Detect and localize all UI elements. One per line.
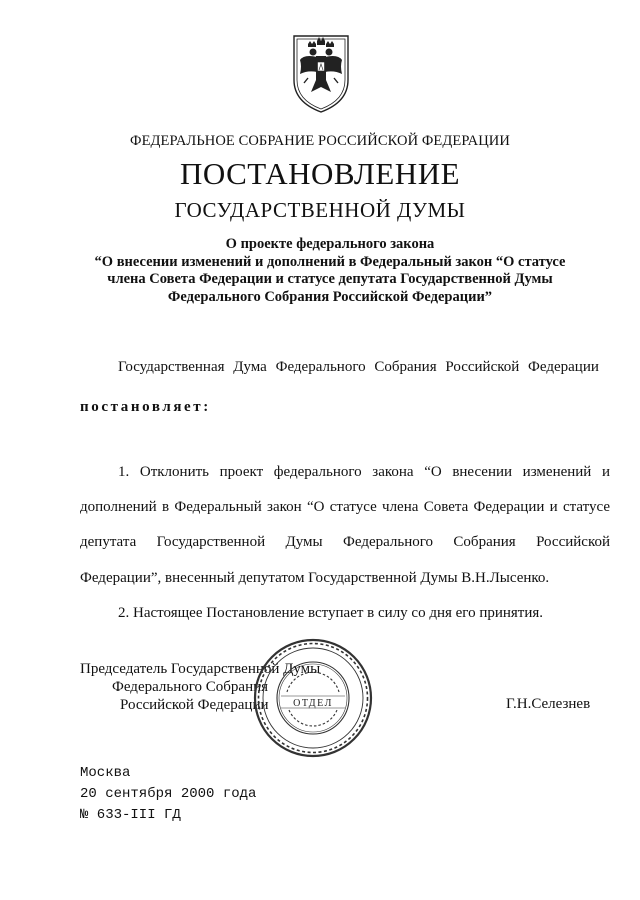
document-title: ПОСТАНОВЛЕНИЕ (179, 156, 461, 191)
signing-date: 20 сентября 2000 года (80, 786, 257, 802)
signatory-title-line: Председатель Государственной Думы (80, 661, 321, 677)
organization-name: ФЕДЕРАЛЬНОЕ СОБРАНИЕ РОССИЙСКОЙ ФЕДЕРАЦИИ (130, 133, 510, 149)
document-subject (60, 236, 600, 306)
document-number: № 633-III ГД (80, 807, 181, 823)
item2-paragraph: 2. Настоящее Постановление вступает в силу со дня его принятия. (118, 605, 544, 621)
decree-word: постановляет: (80, 399, 211, 415)
place-of-signing: Москва (80, 765, 131, 781)
subject-line: О проекте федерального закона (225, 236, 435, 252)
signatory-title-line: Российской Федерации (120, 697, 269, 713)
item1-line: Федерации”, внесенный депутатом Государственной Думы В.Н.Лысенко. (80, 570, 550, 586)
subject-line: Федерального Собрания Российской Федерации” (167, 288, 493, 305)
subject-line: члена Совета Федерации и статусе депутата Государственной Думы (107, 271, 553, 287)
item1-line: депутата Государственной Думы Федерального Собрания Российской (80, 534, 610, 550)
official-seal-icon (251, 636, 375, 760)
signatory-name: Г.Н.Селезнев (506, 696, 591, 712)
coat-of-arms-icon (286, 30, 356, 115)
intro-paragraph: Государственная Дума Федерального Собрания Российской Федерации (118, 359, 599, 375)
item1-line: дополнений в Федеральный закон “О статусе члена Совета Федерации и статусе (80, 499, 610, 515)
document-subtitle: ГОСУДАРСТВЕННОЙ ДУМЫ (174, 198, 466, 222)
subject-line: “О внесении изменений и дополнений в Федеральный закон “О статусе (94, 253, 566, 270)
item1-line: 1. Отклонить проект федерального закона “О внесении изменений и (118, 464, 610, 480)
signatory-title-line: Федерального Собрания (112, 679, 269, 695)
seal-center-text: ОТДЕЛ (293, 698, 333, 709)
